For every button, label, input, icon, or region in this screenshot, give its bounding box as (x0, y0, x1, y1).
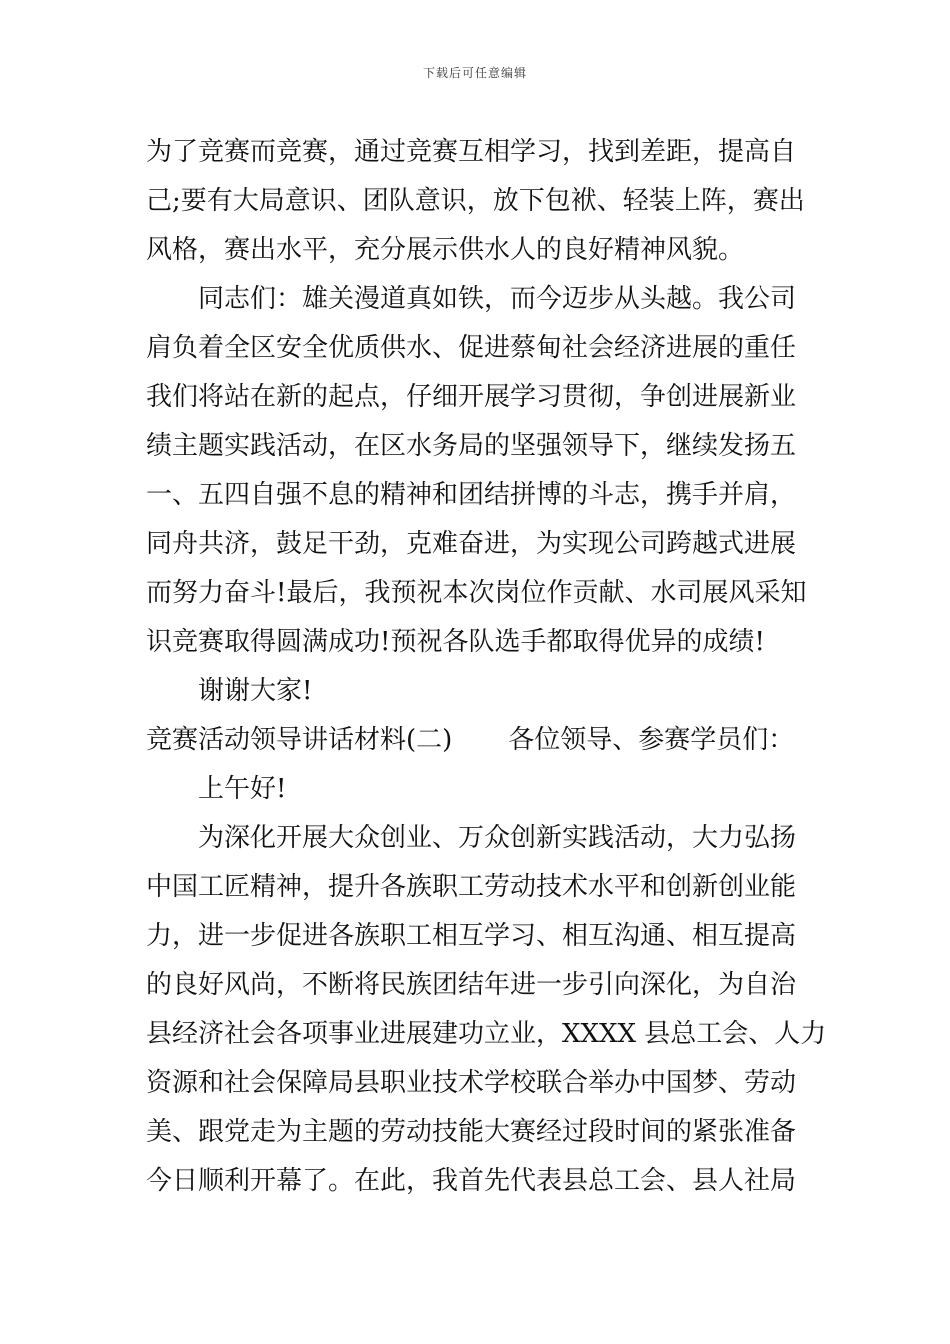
page-header: 下载后可任意编辑 (422, 66, 527, 80)
salutation: 各位领导、参赛学员们： (508, 725, 795, 755)
text-line: 今日顺利开幕了。在此，我首先代表县总工会、县人社局 (146, 1166, 797, 1196)
section-title: 竞赛活动领导讲话材料(二) (146, 725, 453, 755)
text-line: 己;要有大局意识、团队意识，放下包袱、轻装上阵，赛出 (146, 186, 805, 216)
text-line: 肩负着全区安全优质供水、促进蔡甸社会经济进展的重任 (146, 333, 797, 363)
text-line: 美、跟党走为主题的劳动技能大赛经过段时间的紧张准备 (146, 1117, 797, 1147)
text-line: 资源和社会保障局县职业技术学校联合举办中国梦、劳动 (146, 1068, 797, 1098)
text-line: 中国工匠精神，提升各族职工劳动技术水平和创新创业能 (146, 872, 797, 902)
text-line: 上午好! (198, 774, 287, 804)
text-line: 为深化开展大众创业、万众创新实践活动，大力弘扬 (198, 823, 797, 853)
text-line: 我们将站在新的起点，仔细开展学习贯彻，争创进展新业 (146, 382, 797, 412)
text-line: 为了竞赛而竞赛，通过竞赛互相学习，找到差距，提高自 (146, 137, 797, 167)
text-line: 谢谢大家! (198, 676, 313, 706)
text-line: 县经济社会各项事业进展建功立业，XXXX 县总工会、人力 (146, 1019, 827, 1049)
text-line: 风格，赛出水平，充分展示供水人的良好精神风貌。 (146, 235, 745, 265)
text-line: 同志们：雄关漫道真如铁，而今迈步从头越。我公司 (198, 284, 797, 314)
text-line: 同舟共济，鼓足干劲，克难奋进，为实现公司跨越式进展 (146, 529, 797, 559)
section-title-line (146, 716, 816, 765)
text-line: 而努力奋斗!最后，我预祝本次岗位作贡献、水司展风采知 (146, 578, 807, 608)
text-line: 力，进一步促进各族职工相互学习、相互沟通、相互提高 (146, 921, 797, 951)
text-line: 的良好风尚，不断将民族团结年进一步引向深化，为自治 (146, 970, 797, 1000)
text-line: 一、五四自强不息的精神和团结拼博的斗志，携手并肩， (146, 480, 797, 510)
document-body (146, 128, 827, 1206)
text-line: 识竞赛取得圆满成功!预祝各队选手都取得优异的成绩! (146, 627, 765, 657)
text-line: 绩主题实践活动，在区水务局的坚强领导下，继续发扬五 (146, 431, 797, 461)
